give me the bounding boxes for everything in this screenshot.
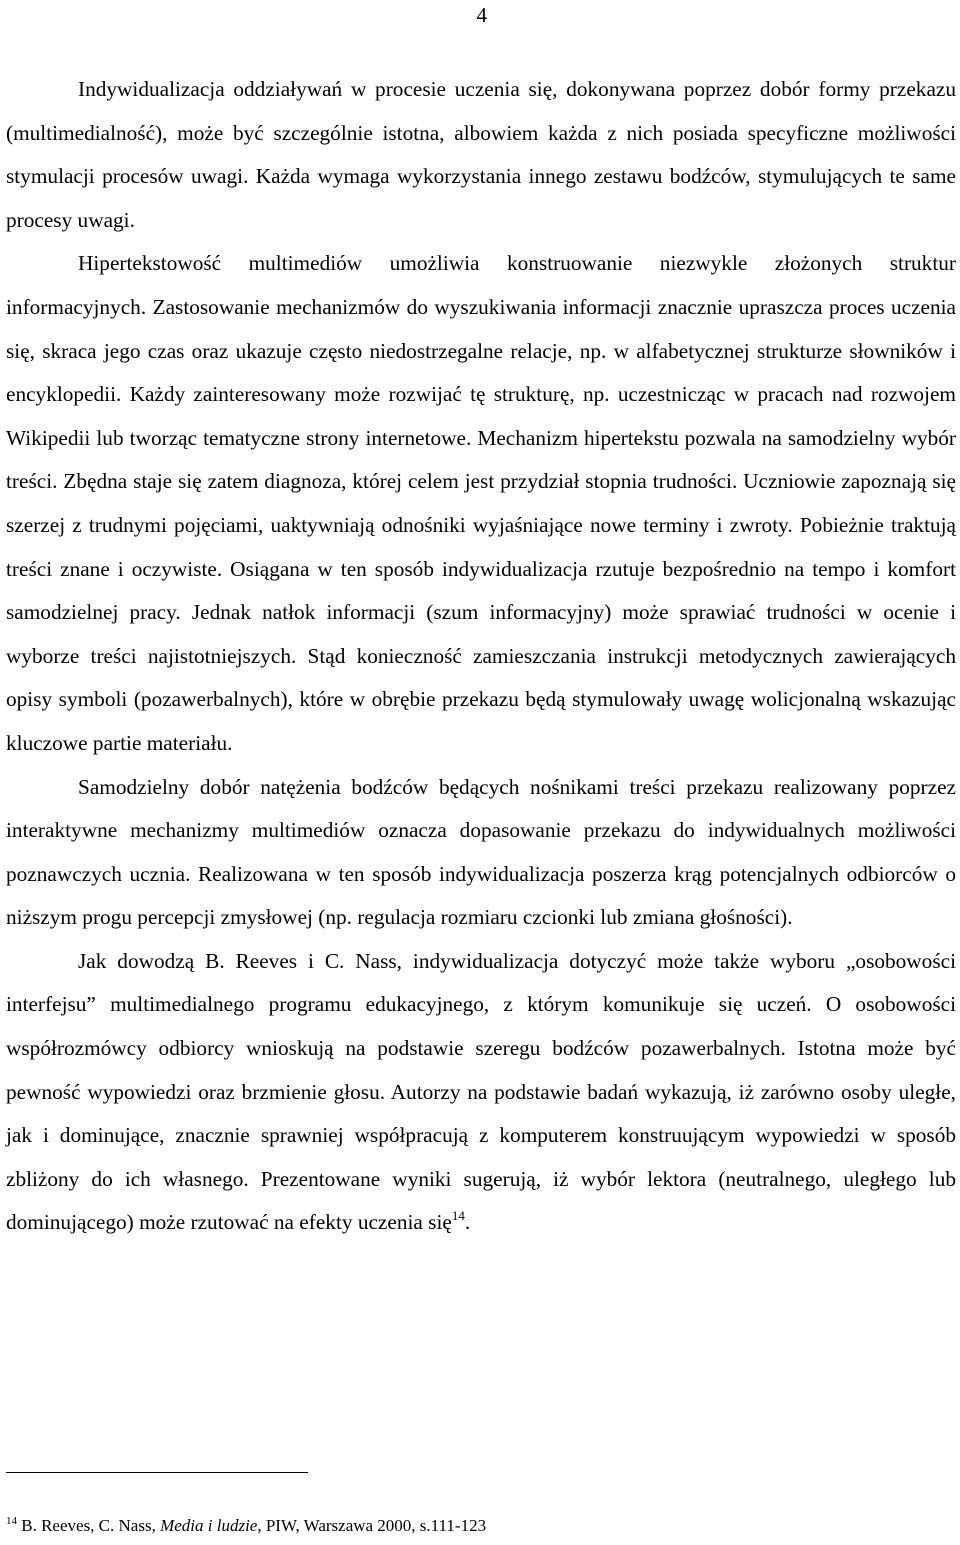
footnote-authors: B. Reeves, C. Nass, xyxy=(17,1516,161,1535)
page-number: 4 xyxy=(476,3,487,27)
body-text xyxy=(6,68,956,1245)
footnote-reference[interactable]: 14 xyxy=(451,1208,465,1224)
paragraph-text: Jak dowodzą B. Reeves i C. Nass, indywidualizacja dotyczyć może także wyboru „osobowości interfejsu” multimedialnego programu edukacyjnego, z którym komunikuje się uczeń. O osobowości współrozmówcy odbiorcy wnioskują na podstawie szeregu bodźców pozawerbalnych. Istotna może być pewność wypowiedzi oraz brzmienie głosu. Autorzy na podstawie badań wykazują, iż zarówno osoby uległe, jak i dominujące, znacznie sprawniej współpracują z komputerem konstruującym wypowiedzi w sposób zbliżony do ich własnego. Prezentowane wyniki sugerują, iż wybór lektora (neutralnego, uległego lub dominującego) może rzutować na efekty uczenia się xyxy=(6,948,956,1235)
footnote-title: Media i ludzie xyxy=(160,1516,258,1535)
paragraph xyxy=(6,68,956,242)
footnote-marker: 14 xyxy=(6,1515,17,1527)
paragraph xyxy=(6,940,956,1245)
paragraph-tail: . xyxy=(464,1210,471,1235)
paragraph xyxy=(6,766,956,940)
paragraph xyxy=(6,242,956,765)
footnote-separator xyxy=(6,1472,308,1473)
paragraph-text: Hipertekstowość multimediów umożliwia konstruowanie niezwykle złożonych struktur informacyjnych. Zastosowanie mechanizmów do wyszukiwania informacji znacznie upraszcza proces uczenia się, skraca jego czas oraz ukazuje często niedostrzegalne relacje, np. w alfabetycznej strukturze słowników i encyklopedii. Każdy zainteresowany może rozwijać tę strukturę, np. uczestnicząc w pracach nad rozwojem Wikipedii lub tworząc tematyczne strony internetowe. Mechanizm hipertekstu pozwala na samodzielny wybór treści. Zbędna staje się zatem diagnoza, której celem jest przydział stopnia trudności. Uczniowie zapoznają się szerzej z trudnymi pojęciami, uaktywniają odnośniki wyjaśniające nowe terminy i zwroty. Pobieżnie traktują treści znane i oczywiste. Osiągana w ten sposób indywidualizacja rzutuje bezpośrednio na tempo i komfort samodzielnej pracy. Jednak natłok informacji (szum informacyjny) może sprawiać trudności w ocenie i wyborze treści najistotniejszych. Stąd konieczność zamieszczania instrukcji metodycznych zawierających opisy symboli (pozawerbalnych), które w obrębie przekazu będą stymulowały uwagę wolicjonalną wskazując kluczowe partie materiału. xyxy=(6,251,956,755)
paragraph-text: Indywidualizacja oddziaływań w procesie uczenia się, dokonywana poprzez dobór formy przekazu (multimedialność), może być szczególnie istotna, albowiem każda z nich posiada specyficzne możliwości stymulacji procesów uwagi. Każda wymaga wykorzystania innego zestawu bodźców, stymulujących te same procesy uwagi. xyxy=(6,77,956,232)
footnote-details: , PIW, Warszawa 2000, s.111-123 xyxy=(257,1516,487,1535)
paragraph-text: Samodzielny dobór natężenia bodźców będących nośnikami treści przekazu realizowany poprzez interaktywne mechanizmy multimediów oznacza dopasowanie przekazu do indywidualnych możliwości poznawczych ucznia. Realizowana w ten sposób indywidualizacja poszerza krąg potencjalnych odbiorców o niższym progu percepcji zmysłowej (np. regulacja rozmiaru czcionki lub zmiana głośności). xyxy=(6,774,956,930)
footnote xyxy=(6,1516,486,1536)
